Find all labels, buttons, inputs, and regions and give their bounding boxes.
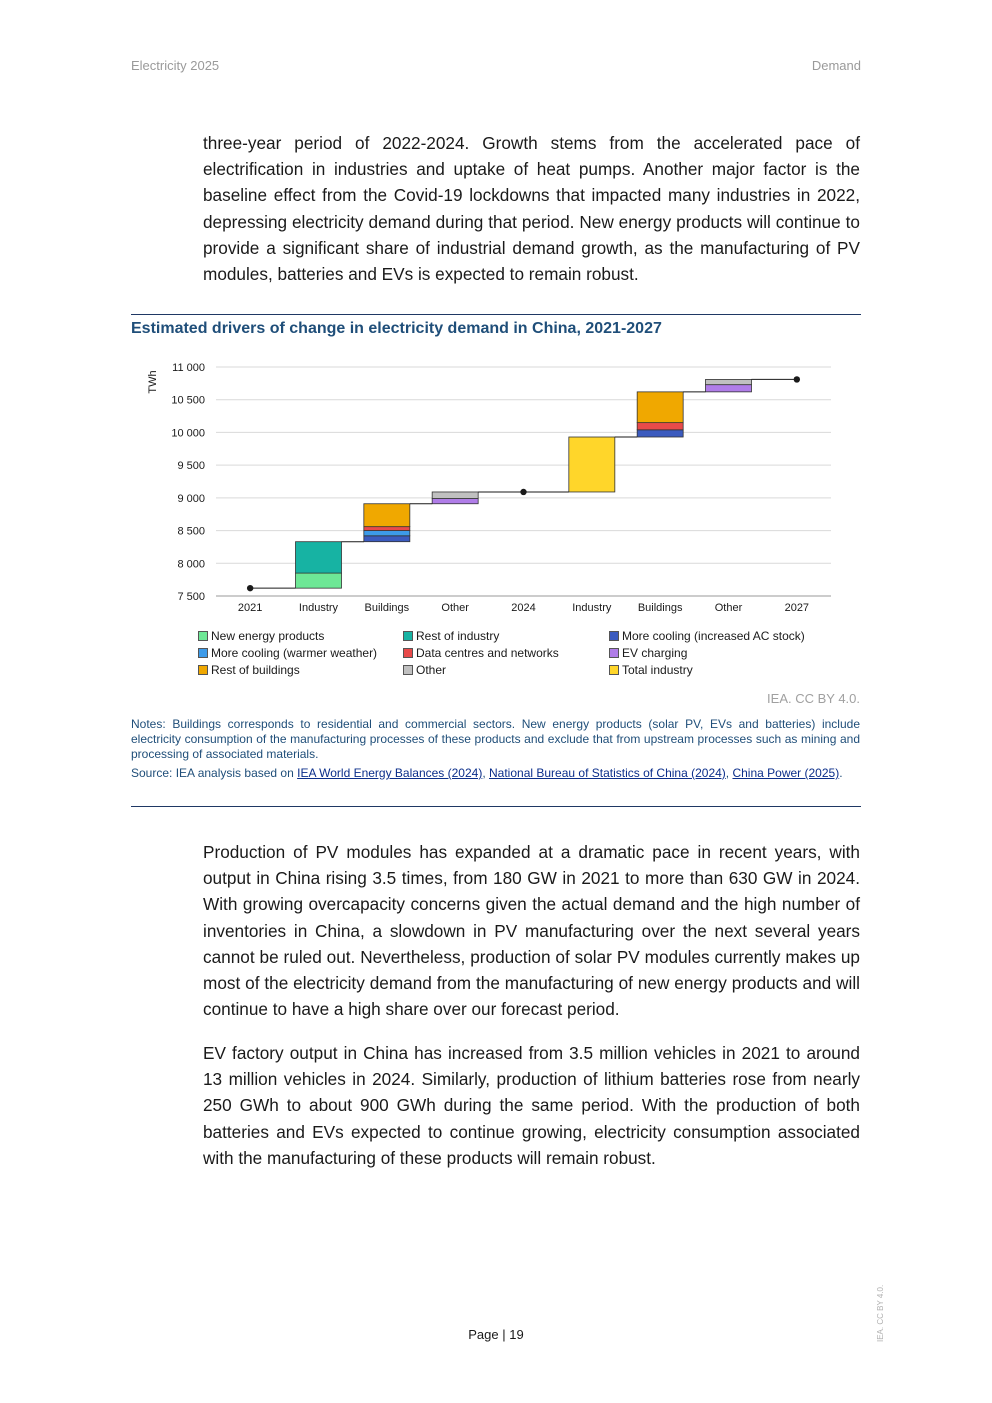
header-section-title: Demand: [811, 58, 861, 73]
total-marker: [520, 489, 526, 495]
y-axis-label: TWh: [147, 370, 159, 394]
legend-item: [403, 663, 446, 677]
bar-segment: [296, 542, 342, 573]
figure-source: [131, 766, 860, 781]
legend-item: [403, 646, 559, 660]
bar-segment: [637, 392, 683, 423]
figure-top-rule: [131, 314, 861, 315]
bar-segment: [364, 531, 410, 536]
legend-item: [609, 663, 693, 677]
bar-segment: [706, 385, 752, 392]
page-separator: |: [498, 1327, 510, 1342]
x-tick-label: Industry: [298, 602, 339, 614]
bar-segment: [364, 504, 410, 527]
waterfall-chart: [0, 345, 992, 625]
legend-label: Data centres and networks: [416, 646, 559, 660]
x-tick-label: Industry: [572, 602, 612, 614]
legend-item: [198, 663, 300, 677]
bar-segment: [432, 499, 478, 504]
bar-segment: [637, 430, 683, 437]
x-tick-label: Other: [441, 602, 469, 614]
legend-swatch: [403, 665, 413, 675]
bar-segment: [364, 536, 410, 542]
source-end: .: [839, 766, 843, 780]
legend-item: [198, 629, 324, 643]
legend-item: [609, 629, 805, 643]
bar-segment: [637, 423, 683, 430]
source-separator: ,: [725, 766, 733, 780]
bar-segment: [569, 437, 615, 492]
intro-paragraph: three-year period of 2022-2024. Growth stems from the accelerated pace of electrification in industries and uptake of heat pumps. Another major factor is the baseline effect from the Covid-19 lockdowns that impacted many industries in 2022, depressing electricity demand during that period. New energy products will continue to provide a significant share of industrial demand growth, as the manufacturing of PV modules, batteries and EVs is expected to remain robust.: [203, 133, 860, 285]
source-prefix: Source: IEA analysis based on: [131, 766, 298, 780]
figure-notes: Notes: Buildings corresponds to residential and commercial sectors. New energy products (solar PV, EVs and batteries) include electricity consumption of the manufacturing processes of these products and exclude that from upstream processes such as mining and processing of associated materials.: [131, 717, 860, 761]
legend-label: Other: [416, 663, 447, 677]
y-tick-label: 9 500: [177, 460, 205, 473]
page-number: 19: [509, 1327, 524, 1342]
y-tick-label: 10 000: [171, 427, 205, 440]
legend-swatch: [403, 648, 413, 658]
bar-segment: [706, 379, 752, 384]
legend-label: More cooling (increased AC stock): [622, 629, 805, 643]
total-marker: [247, 585, 253, 591]
x-tick-label: Other: [714, 602, 743, 614]
side-license-text: IEA. CC BY 4.0.: [876, 1284, 885, 1342]
legend-swatch: [198, 648, 208, 658]
source-link-iea-balances[interactable]: IEA World Energy Balances (2024): [297, 766, 483, 780]
y-tick-label: 11 000: [172, 362, 205, 374]
x-tick-label: 2021: [237, 602, 263, 614]
x-tick-label: Buildings: [364, 602, 410, 614]
legend-label: More cooling (warmer weather): [211, 646, 378, 660]
legend-label: EV charging: [622, 646, 688, 660]
legend-swatch: [198, 665, 208, 675]
bar-segment: [296, 573, 342, 588]
y-tick-label: 9 000: [177, 492, 205, 505]
legend-label: Rest of industry: [416, 629, 500, 643]
legend-item: [198, 646, 377, 660]
legend-swatch: [403, 631, 413, 641]
legend-label: New energy products: [211, 629, 325, 643]
y-tick-label: 10 500: [171, 394, 205, 407]
y-tick-label: 8 500: [177, 525, 205, 538]
legend-label: Total industry: [622, 663, 693, 677]
bar-segment: [364, 527, 410, 531]
source-link-china-power[interactable]: China Power (2025): [732, 766, 840, 780]
legend-swatch: [198, 631, 208, 641]
legend-label: Rest of buildings: [211, 663, 300, 677]
legend-swatch: [609, 665, 619, 675]
x-tick-label: 2027: [784, 602, 810, 614]
page-word: Page: [468, 1327, 499, 1342]
legend-swatch: [609, 648, 619, 658]
source-link-nbs-china[interactable]: National Bureau of Statistics of China (2024): [489, 766, 726, 780]
body-paragraph-pv: Production of PV modules has expanded at a dramatic pace in recent years, with output in China rising 3.5 times, from 180 GW in 2021 to more than 630 GW in 2024. With growing overcapacity concerns given the actual demand and the high number of inventories in China, a slowdown in PV manufacturing over the next several years cannot be ruled out. Nevertheless, production of solar PV modules currently makes up most of the electricity demand from the manufacturing of new energy products and will continue to have a high share over our forecast period.: [203, 842, 860, 1020]
figure-bottom-rule: [131, 806, 861, 807]
page-footer: [0, 1327, 992, 1342]
source-separator: ,: [482, 766, 489, 780]
total-marker: [794, 376, 800, 382]
legend-swatch: [609, 631, 619, 641]
side-license-note: [876, 1272, 888, 1342]
legend-item: [609, 646, 687, 660]
y-tick-label: 8 000: [177, 558, 205, 571]
legend-item: [403, 629, 499, 643]
header-report-title: Electricity 2025: [131, 58, 220, 73]
figure-title: Estimated drivers of change in electricity demand in China, 2021-2027: [131, 320, 662, 337]
bar-segment: [432, 492, 478, 499]
figure-credit: IEA. CC BY 4.0.: [767, 691, 860, 706]
x-tick-label: 2024: [511, 602, 536, 614]
x-tick-label: Buildings: [637, 602, 683, 614]
body-paragraph-ev: EV factory output in China has increased from 3.5 million vehicles in 2021 to around 13 million vehicles in 2024. Similarly, production of lithium batteries rose from nearly 250 GWh to about 900 GWh during the same period. With the production of both batteries and EVs expected to continue growing, electricity consumption associated with the manufacturing of these products will remain robust.: [203, 1043, 860, 1168]
y-tick-label: 7 500: [177, 591, 205, 603]
